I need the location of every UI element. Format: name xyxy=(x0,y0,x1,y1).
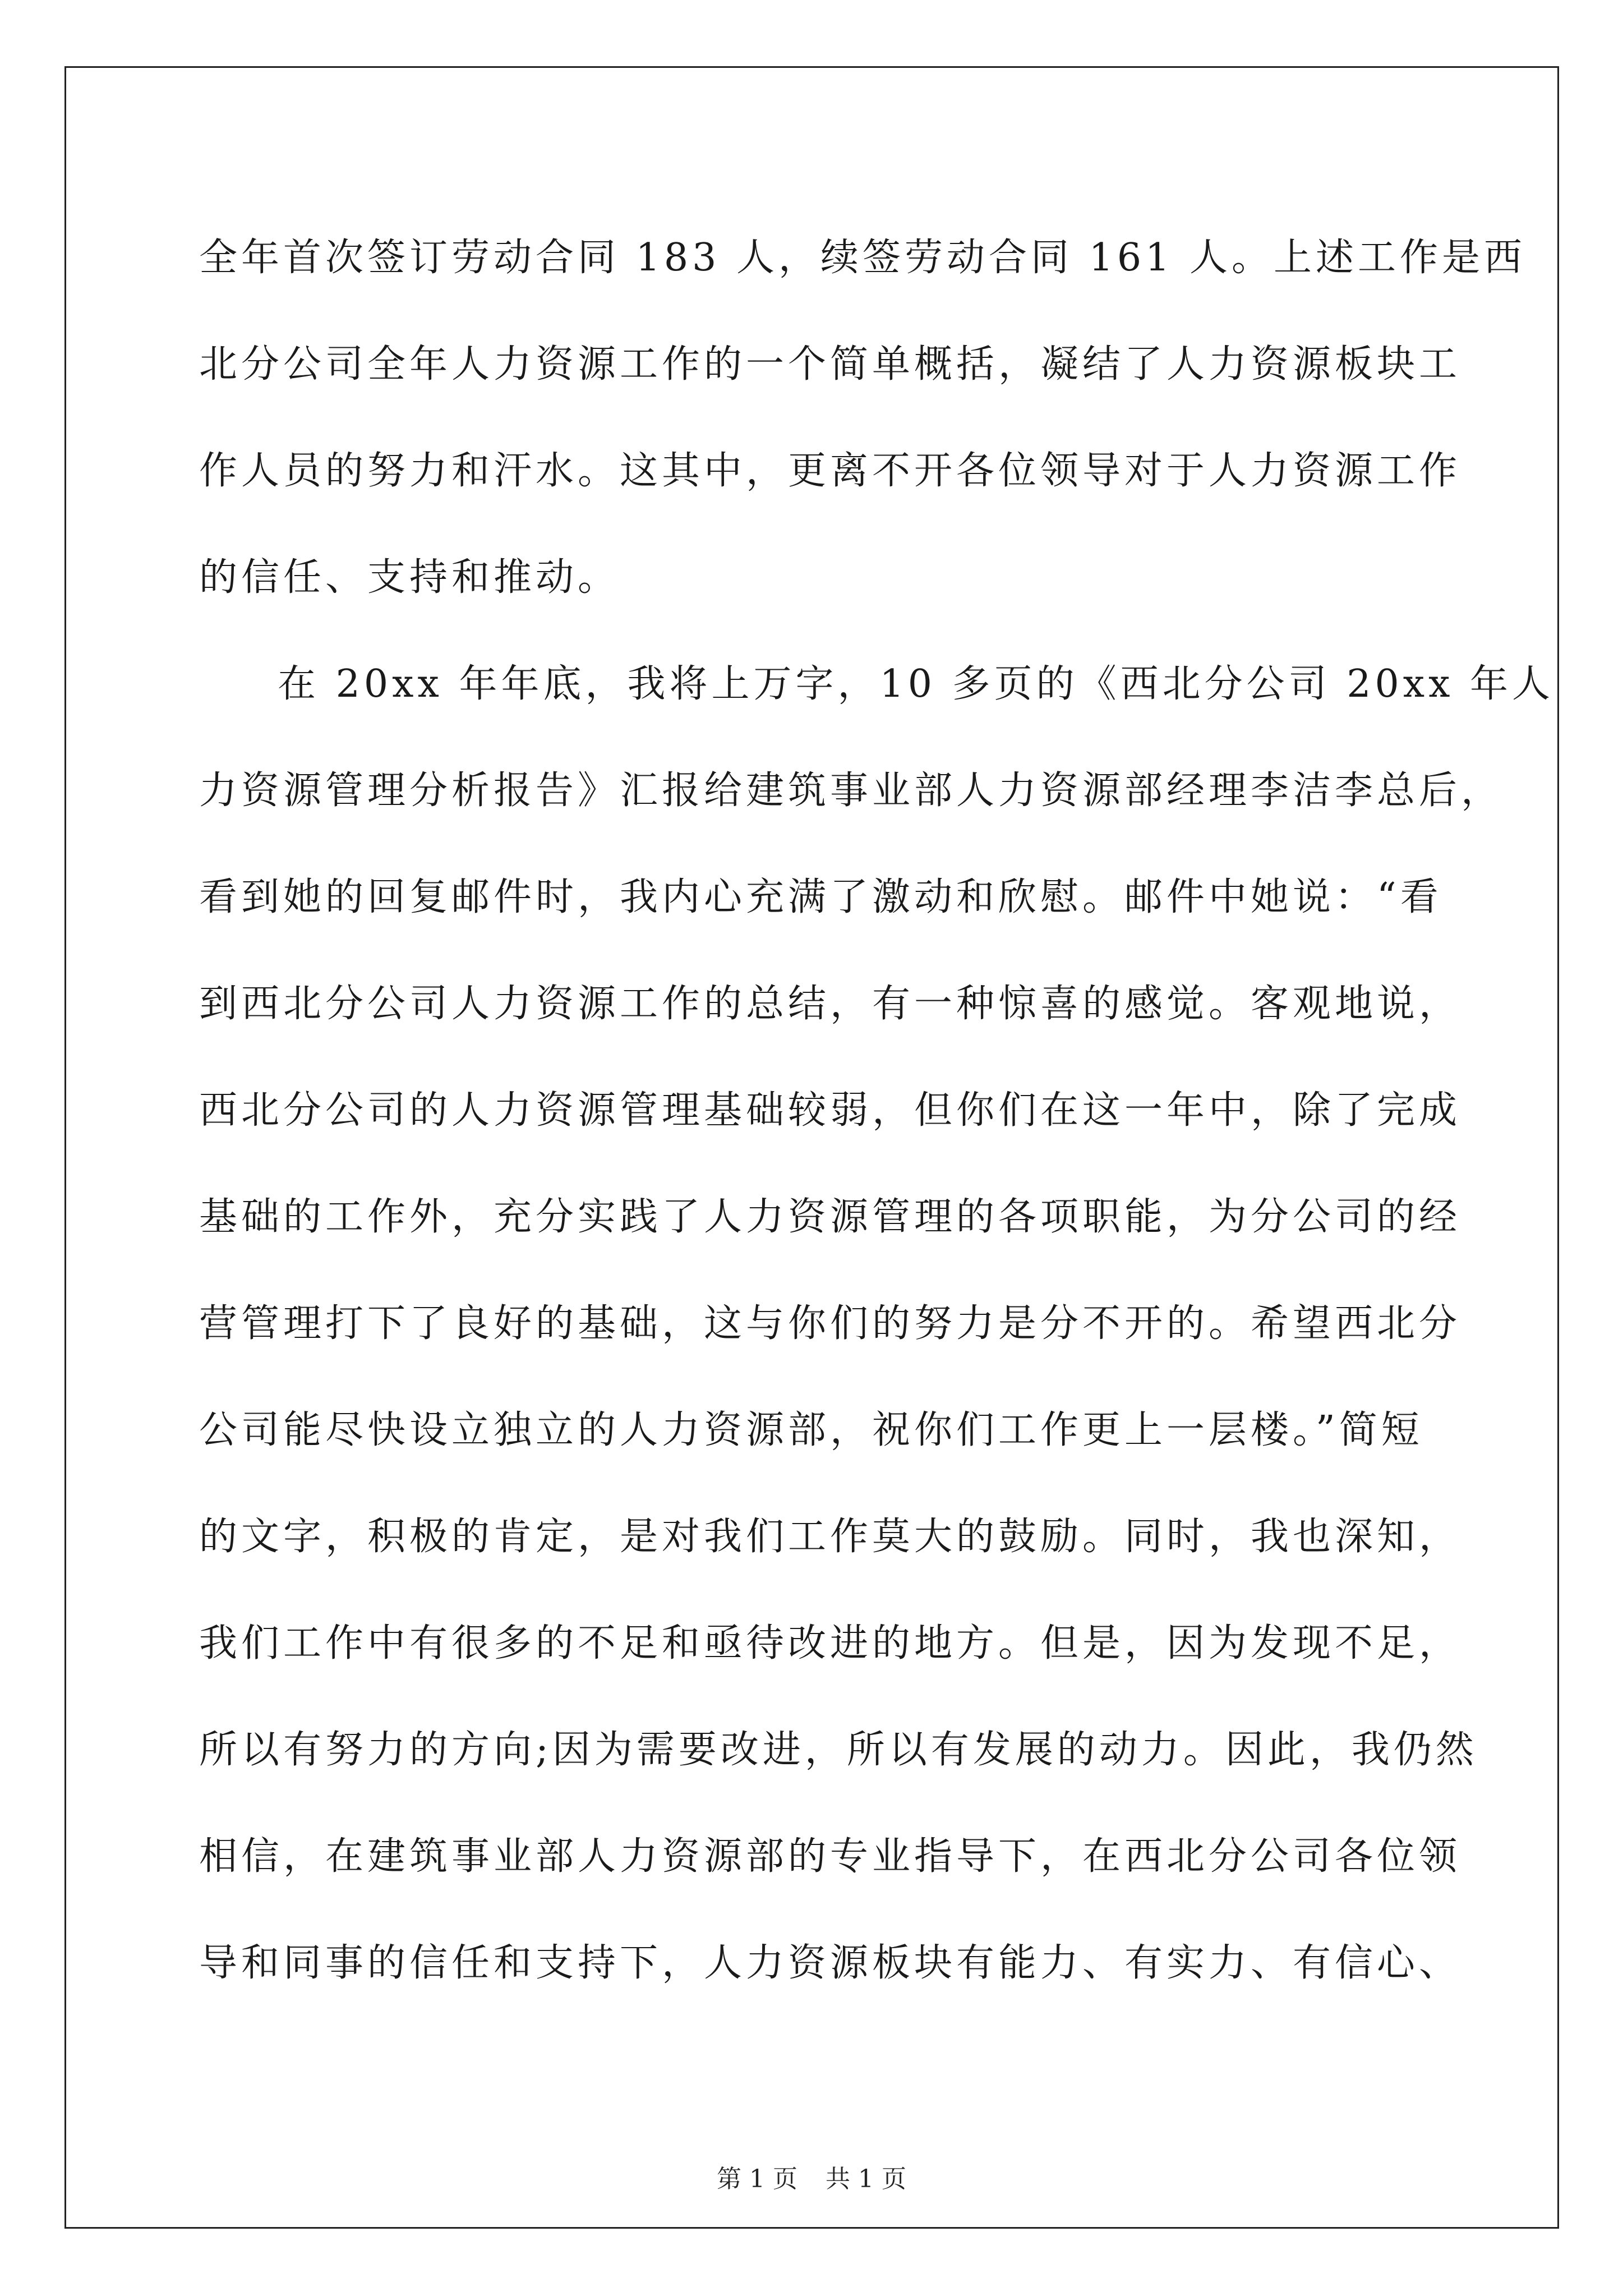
text-line: 看到她的回复邮件时，我内心充满了激动和欣慰。邮件中她说：“看 xyxy=(199,875,1442,919)
page-total: 共 1 页 xyxy=(826,2165,906,2193)
text-line: 基础的工作外，充分实践了人力资源管理的各项职能，为分公司的经 xyxy=(199,1195,1461,1239)
text-line: 相信，在建筑事业部人力资源部的专业指导下，在西北分公司各位领 xyxy=(199,1834,1461,1879)
page-number: 第 1 页 xyxy=(717,2165,797,2193)
text-line: 力资源管理分析报告》汇报给建筑事业部人力资源部经理李洁李总后， xyxy=(199,769,1504,813)
text-line: 的信任、支持和推动。 xyxy=(199,555,620,600)
text-line: 西北分公司的人力资源管理基础较弱，但你们在这一年中，除了完成 xyxy=(199,1088,1461,1133)
text-line: 导和同事的信任和支持下，人力资源板块有能力、有实力、有信心、 xyxy=(199,1941,1461,1985)
document-body xyxy=(199,205,1555,2017)
text-line: 我们工作中有很多的不足和亟待改进的地方。但是，因为发现不足， xyxy=(199,1621,1461,1665)
text-line: 全年首次签订劳动合同 183 人，续签劳动合同 161 人。上述工作是西 xyxy=(199,236,1527,280)
text-line: 营管理打下了良好的基础，这与你们的努力是分不开的。希望西北分 xyxy=(199,1301,1461,1346)
text-line: 的文字，积极的肯定，是对我们工作莫大的鼓励。同时，我也深知， xyxy=(199,1515,1461,1559)
page-footer xyxy=(0,2162,1623,2196)
text-line: 到西北分公司人力资源工作的总结，有一种惊喜的感觉。客观地说， xyxy=(199,982,1461,1026)
text-line: 公司能尽快设立独立的人力资源部，祝你们工作更上一层楼。”简短 xyxy=(199,1408,1423,1452)
text-line: 所以有努力的方向;因为需要改进，所以有发展的动力。因此，我仍然 xyxy=(199,1728,1478,1772)
paragraph-start-line: 在 20xx 年年底，我将上万字，10 多页的《西北分公司 20xx 年人 xyxy=(278,662,1555,706)
text-line: 北分公司全年人力资源工作的一个简单概括，凝结了人力资源板块工 xyxy=(199,342,1461,386)
text-line: 作人员的努力和汗水。这其中，更离不开各位领导对于人力资源工作 xyxy=(199,449,1461,493)
